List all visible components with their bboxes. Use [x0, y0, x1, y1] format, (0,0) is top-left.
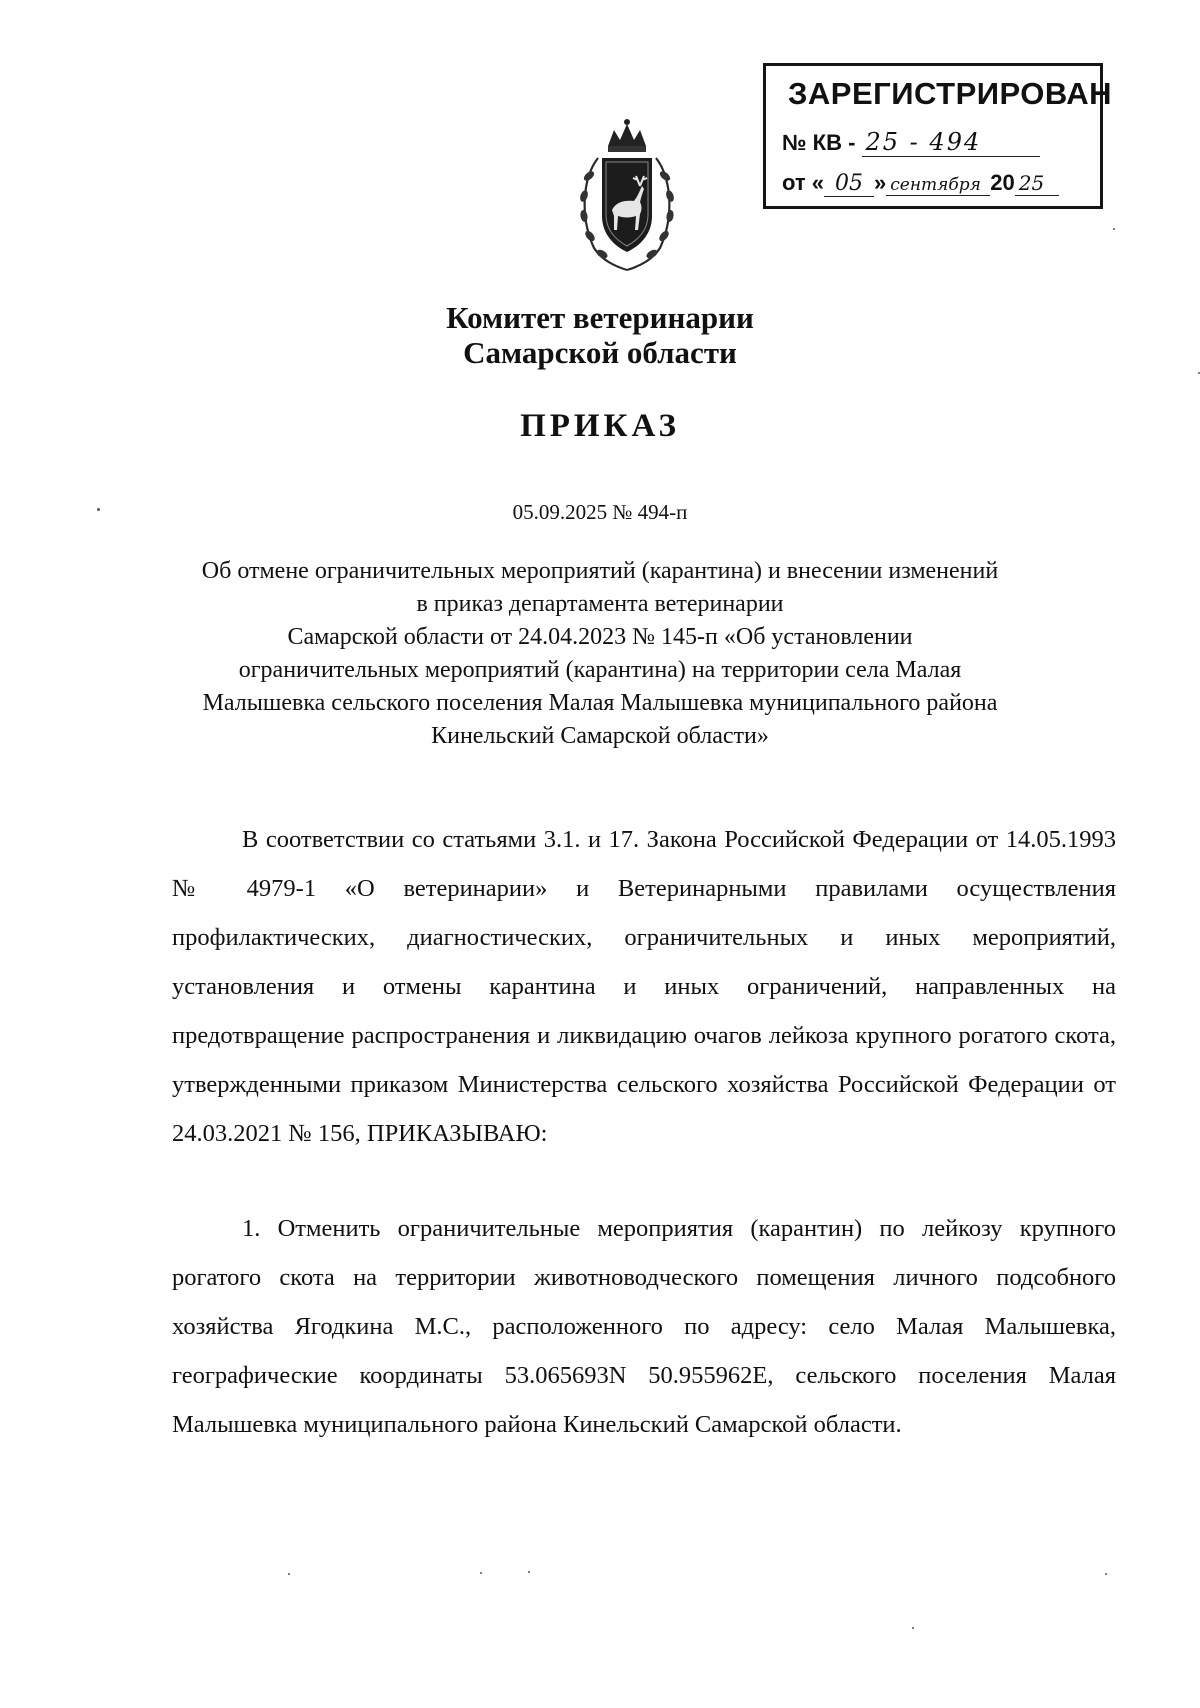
document-subject: [160, 555, 1040, 753]
document-date-number: 05.09.2025 № 494-п: [512, 500, 688, 524]
stamp-number-prefix: № КВ -: [782, 130, 856, 155]
scan-speck: [480, 1572, 482, 1574]
subject-line-1: Об отмене ограничительных мероприятий (карантина) и внесении изменений: [201, 558, 999, 584]
org-line-1: Комитет ветеринарии: [446, 300, 754, 335]
coat-of-arms-icon: [572, 118, 682, 274]
stamp-year-prefix: 20: [990, 170, 1015, 195]
stamp-title: ЗАРЕГИСТРИРОВАН: [788, 76, 1113, 111]
scan-speck: [1105, 1573, 1107, 1575]
subject-line-5: Малышевка сельского поселения Малая Малышевка муниципального района: [202, 690, 998, 716]
preamble-paragraph: В соответствии со статьями 3.1. и 17. Закона Российской Федерации от 14.05.1993 № 4979-1 «О ветеринарии» и Ветеринарными правилами осуществления профилактических, диагностических, ограничительных и иных мероприятий, установления и отмены карантина и иных ограничений, направленных на предотвращение распространения и ликвидацию очагов лейкоза крупного рогатого скота, утвержденными приказом Министерства сельского хозяйства Российской Федерации от 24.03.2021 № 156, ПРИКАЗЫВАЮ:: [172, 826, 1116, 1147]
order-item-1: 1. Отменить ограничительные мероприятия (карантин) по лейкозу крупного рогатого скота на территории животноводческого помещения личного подсобного хозяйства Ягодкина М.С., расположенного по адресу: село Малая Малышевка, географические координаты 53.065693N 50.955962E, сельского поселения Малая Малышевка муниципального района Кинельский Самарской области.: [172, 1215, 1116, 1438]
stamp-date-mid: »: [874, 170, 887, 195]
registration-stamp: [763, 63, 1113, 209]
subject-line-4: ограничительных мероприятий (карантина) на территории села Малая: [238, 657, 962, 683]
stamp-date-day: 05: [824, 171, 874, 197]
stamp-number-handwritten: 25 - 494: [862, 128, 1040, 157]
document-type: ПРИКАЗ: [520, 408, 680, 444]
stamp-date-prefix: от «: [782, 170, 825, 195]
stamp-number-row: [782, 128, 1040, 157]
scan-speck: [912, 1627, 914, 1629]
stamp-date-month: сентября: [886, 175, 990, 196]
scan-speck: [97, 508, 100, 511]
org-line-2: Самарской области: [463, 335, 737, 370]
stamp-year-suffix: 25: [1015, 171, 1059, 196]
stamp-date-row: [782, 170, 1059, 197]
scan-speck: [1113, 228, 1115, 230]
scan-speck: [288, 1573, 290, 1575]
subject-line-2: в приказ департамента ветеринарии: [416, 591, 784, 617]
subject-line-6: Кинельский Самарской области»: [431, 723, 769, 749]
scan-speck: [528, 1571, 530, 1573]
subject-line-3: Самарской области от 24.04.2023 № 145-п «Об установлении: [287, 624, 913, 650]
organization-name: [150, 300, 1050, 370]
